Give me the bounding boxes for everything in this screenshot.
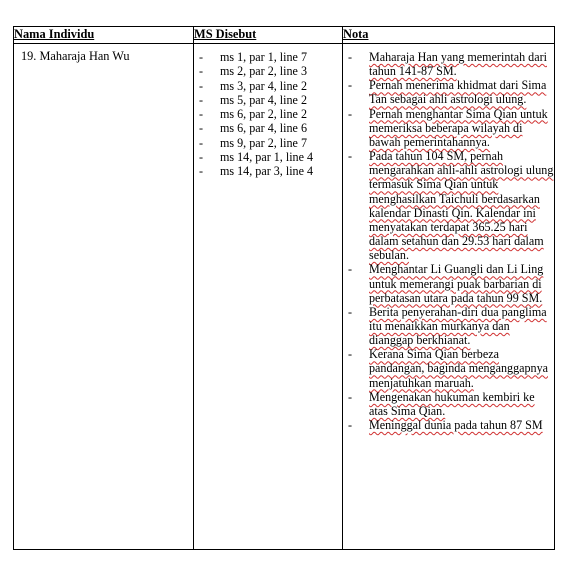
table-row — [14, 44, 555, 550]
header-individual: Nama Individu — [14, 27, 194, 44]
list-item: - ms 1, par 1, line 7 — [199, 50, 342, 64]
list-item: - Pada tahun 104 SM, pernah mengarahkan ahli-ahli astrologi ulung termasuk Sima Qian untuk menghasilkan Taichuli berdasarkan kalendar Dinasti Qin. Kalendar ini menyatakan terdapat 365.25 hari dalam setahun dan 29.53 hari dalam sebulan. — [348, 149, 554, 262]
notes-list — [343, 44, 554, 432]
list-item: - ms 6, par 4, line 6 — [199, 121, 342, 135]
header-notes: Nota — [343, 27, 555, 44]
list-item: - Menghantar Li Guangli dan Li Ling untuk memerangi puak barbarian di perbatasan utara pada tahun 99 SM. — [348, 262, 554, 304]
list-item: - ms 9, par 2, line 7 — [199, 136, 342, 150]
list-item: - Mengenakan hukuman kembiri ke atas Sima Qian. — [348, 390, 554, 418]
list-item: - Berita penyerahan-diri dua panglima itu menaikkan murkanya dan dianggap berkhianat. — [348, 305, 554, 347]
header-ms: MS Disebut — [194, 27, 343, 44]
list-item: - Meninggal dunia pada tahun 87 SM — [348, 418, 554, 432]
list-item: - ms 14, par 3, line 4 — [199, 164, 342, 178]
individual-name: 19. Maharaja Han Wu — [14, 44, 194, 550]
list-item: - Kerana Sima Qian berbeza pandangan, baginda menganggapnya menjatuhkan maruah. — [348, 347, 554, 389]
list-item: - ms 5, par 4, line 2 — [199, 93, 342, 107]
header-row — [14, 27, 555, 44]
ms-cell — [194, 44, 343, 550]
list-item: - ms 6, par 2, line 2 — [199, 107, 342, 121]
list-item: - ms 3, par 4, line 2 — [199, 79, 342, 93]
list-item: - Maharaja Han yang memerintah dari tahun 141-87 SM. — [348, 50, 554, 78]
ms-list — [194, 44, 342, 179]
list-item: - ms 2, par 2, line 3 — [199, 64, 342, 78]
list-item: - Pernah menerima khidmat dari Sima Tan sebagai ahli astrologi ulung. — [348, 78, 554, 106]
list-item: - Pernah menghantar Sima Qian untuk memeriksa beberapa wilayah di bawah pemerintahannya. — [348, 107, 554, 149]
notes-table — [13, 26, 555, 550]
notes-cell — [343, 44, 555, 550]
list-item: - ms 14, par 1, line 4 — [199, 150, 342, 164]
